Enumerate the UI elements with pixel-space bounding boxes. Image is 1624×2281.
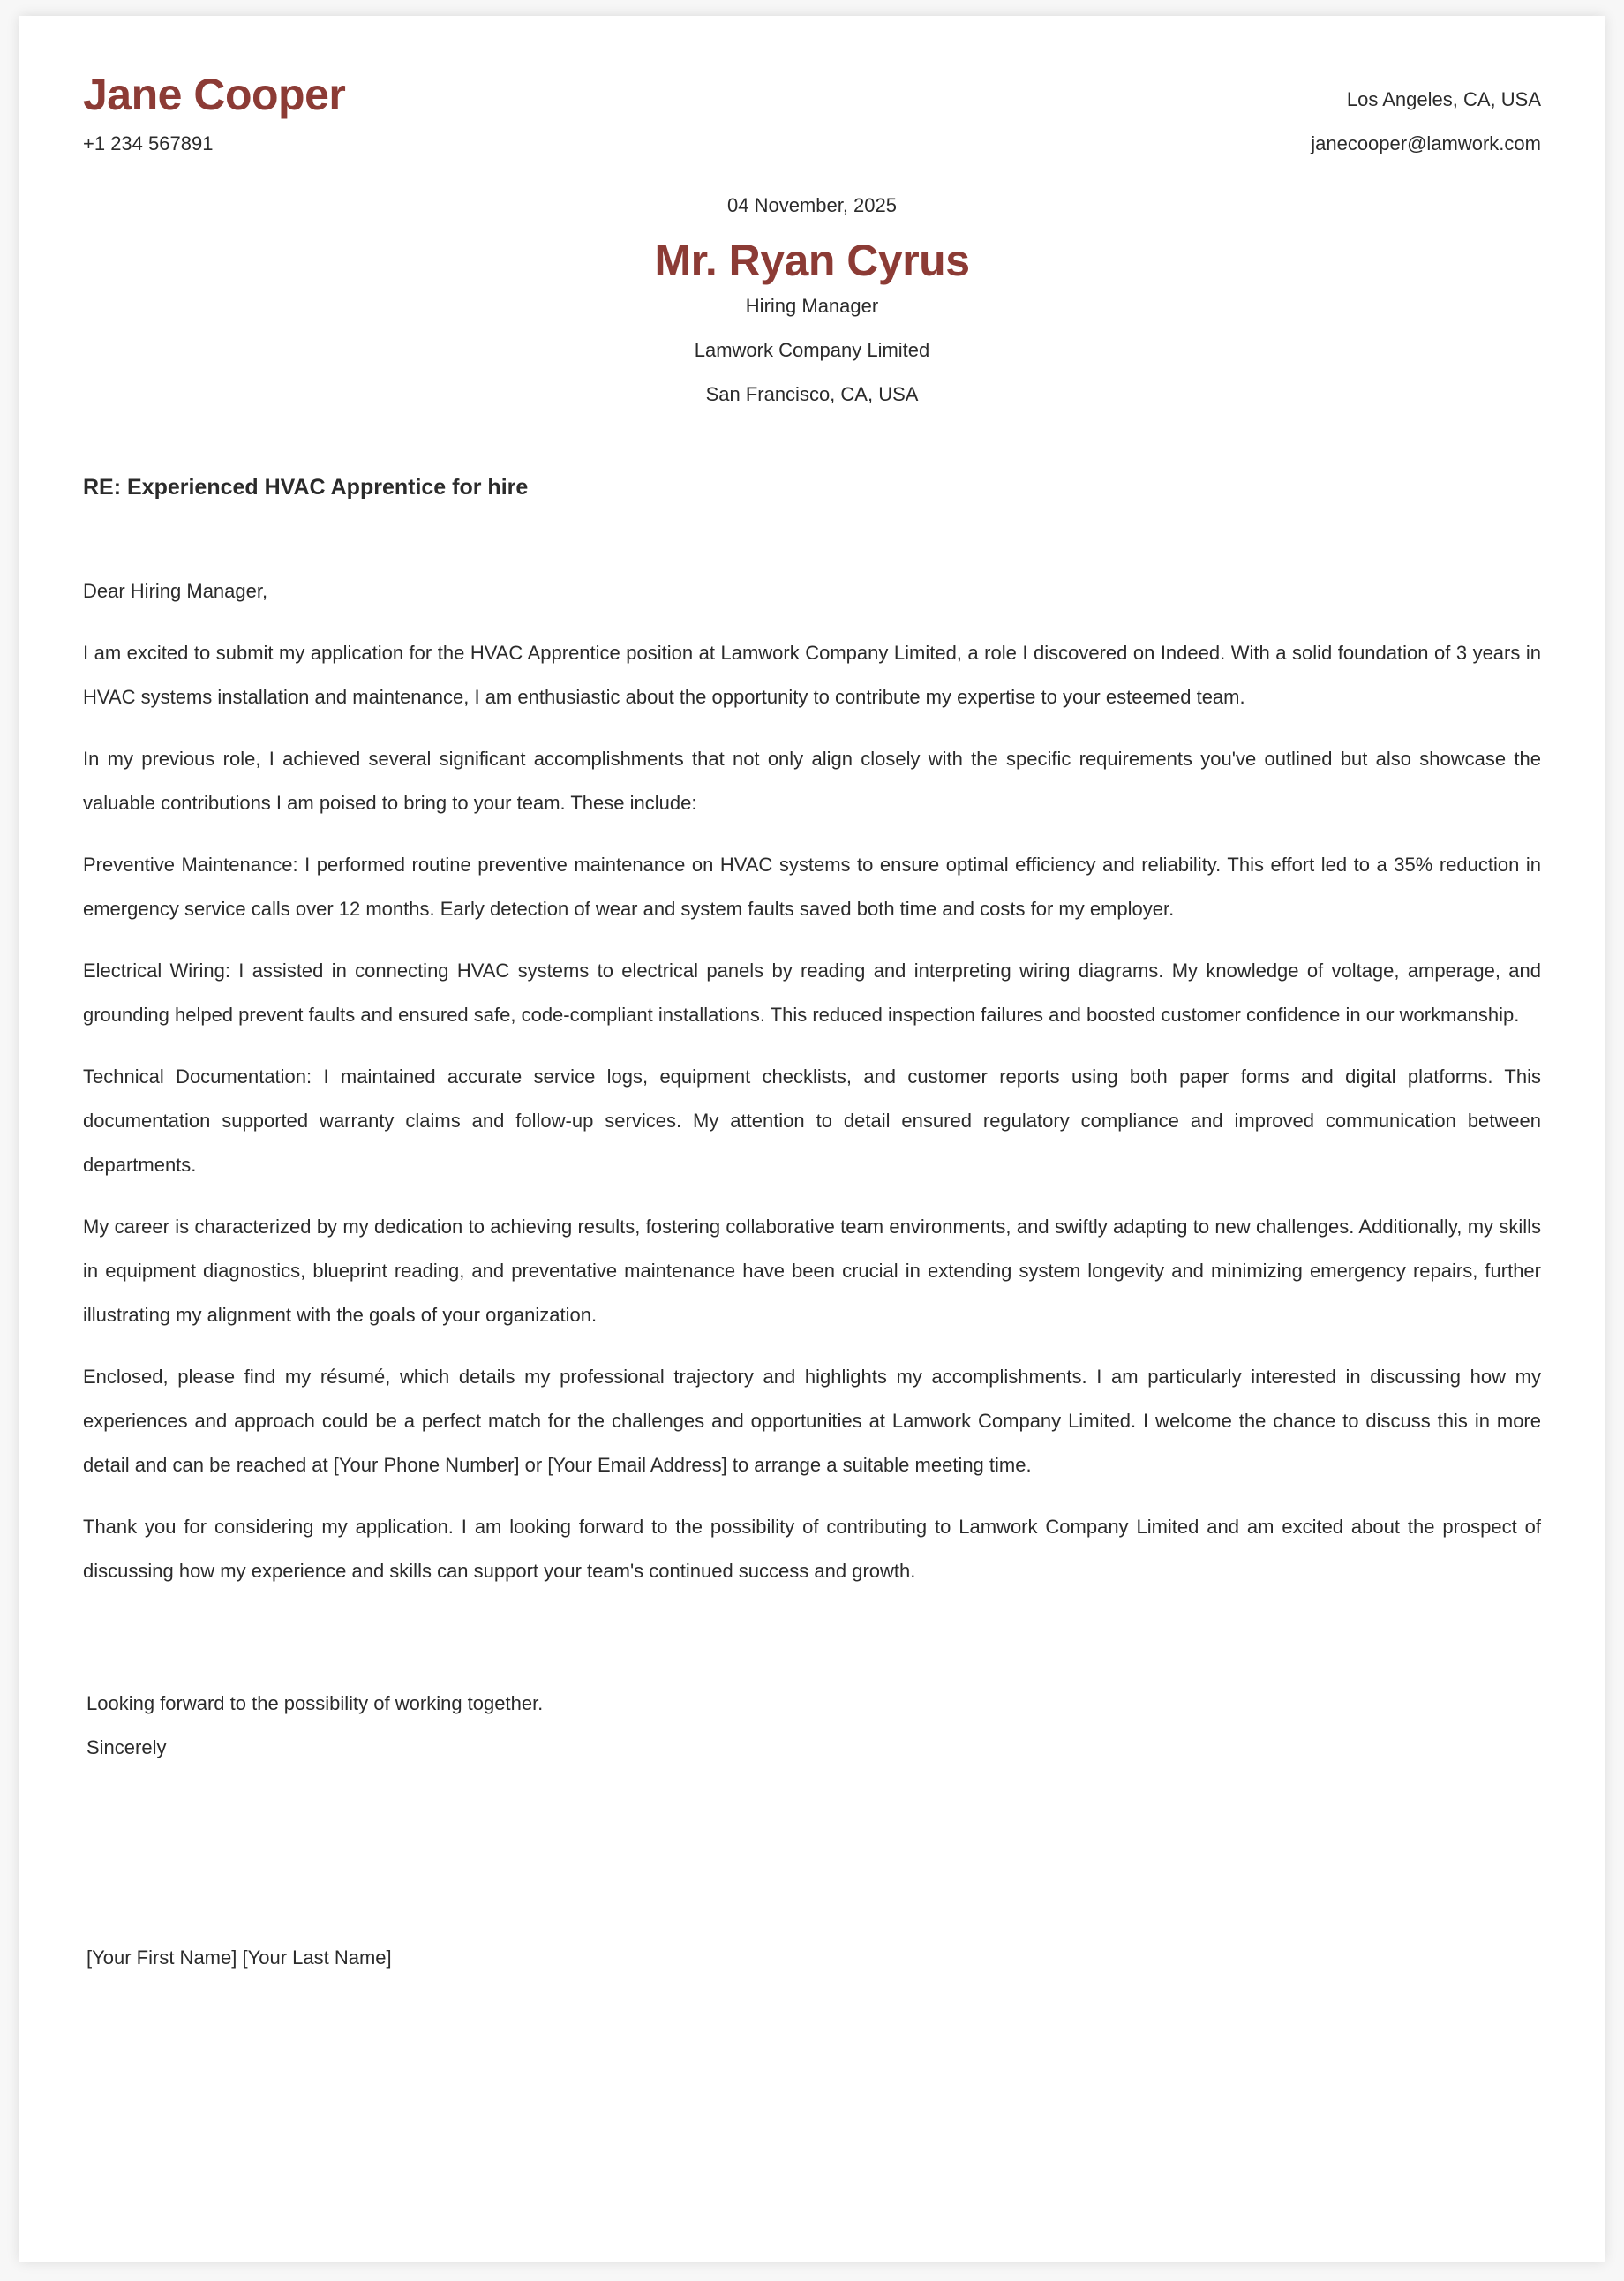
letter-body (83, 569, 1541, 1593)
closing-line: Looking forward to the possibility of working together. (86, 1692, 544, 1714)
recipient-company: Lamwork Company Limited (694, 339, 930, 361)
sender-email: janecooper@lamwork.com (1311, 132, 1541, 154)
signature-name: [Your First Name] [Your Last Name] (86, 1946, 392, 1969)
body-paragraph: My career is characterized by my dedication to achieving results, fostering collaborative team environments, and swiftly adapting to new challenges. Additionally, my skills in equipment diagnostics, blueprint reading, and preventative maintenance have been crucial in extending system longevity and minimizing emergency repairs, further illustrating my alignment with the goals of your organization. (83, 1216, 1541, 1326)
sender-phone: +1 234 567891 (83, 132, 214, 154)
body-paragraph: Thank you for considering my application. I am looking forward to the possibility of contributing to Lamwork Company Limited and am excited about the prospect of discussing how my experience and skills can support your team's continued success and growth. (83, 1516, 1541, 1582)
recipient-block (83, 196, 1541, 417)
body-paragraph: Electrical Wiring: I assisted in connecting HVAC systems to electrical panels by reading and interpreting wiring diagrams. My knowledge of voltage, amperage, and grounding helped prevent faults and ensured safe, code-compliant installations. This reduced inspection failures and boosted customer confidence in our workmanship. (83, 960, 1541, 1026)
body-paragraph: Enclosed, please find my résumé, which details my professional trajectory and highlights my accomplishments. I am particularly interested in discussing how my experiences and approach could be a perfect match for the challenges and opportunities at Lamwork Company Limited. I welcome the chance to discuss this in more detail and can be reached at [Your Phone Number] or [Your Email Address] to arrange a suitable meeting time. (83, 1366, 1541, 1476)
salutation: Dear Hiring Manager, (83, 580, 268, 602)
body-paragraph: Preventive Maintenance: I performed routine preventive maintenance on HVAC systems to ensure optimal efficiency and reliability. This effort led to a 35% reduction in emergency service calls over 12 months. Early detection of wear and system faults saved both time and costs for my employer. (83, 854, 1541, 920)
subject-line: RE: Experienced HVAC Apprentice for hire (83, 475, 529, 500)
letter-date: 04 November, 2025 (726, 194, 898, 216)
sender-name: Jane Cooper (83, 70, 346, 119)
body-paragraph: Technical Documentation: I maintained accurate service logs, equipment checklists, and customer reports using both paper forms and digital platforms. This documentation supported warranty claims and follow-up services. My attention to detail ensured regulatory compliance and improved communication between departments. (83, 1065, 1541, 1176)
letter-page (19, 16, 1605, 2262)
recipient-title: Hiring Manager (745, 295, 879, 317)
recipient-location: San Francisco, CA, USA (705, 383, 919, 405)
closing-sincerely: Sincerely (86, 1736, 167, 1758)
sender-location: Los Angeles, CA, USA (1346, 88, 1541, 110)
closing-block (83, 1682, 1541, 1770)
body-paragraph: I am excited to submit my application for the HVAC Apprentice position at Lamwork Company Limited, a role I discovered on Indeed. With a solid foundation of 3 years in HVAC systems installation and maintenance, I am enthusiastic about the opportunity to contribute my expertise to your esteemed team. (83, 642, 1541, 708)
recipient-name: Mr. Ryan Cyrus (654, 236, 970, 285)
letter-header (83, 16, 1541, 166)
body-paragraph: In my previous role, I achieved several significant accomplishments that not only align closely with the specific requirements you've outlined but also showcase the valuable contributions I am poised to bring to your team. These include: (83, 748, 1541, 814)
